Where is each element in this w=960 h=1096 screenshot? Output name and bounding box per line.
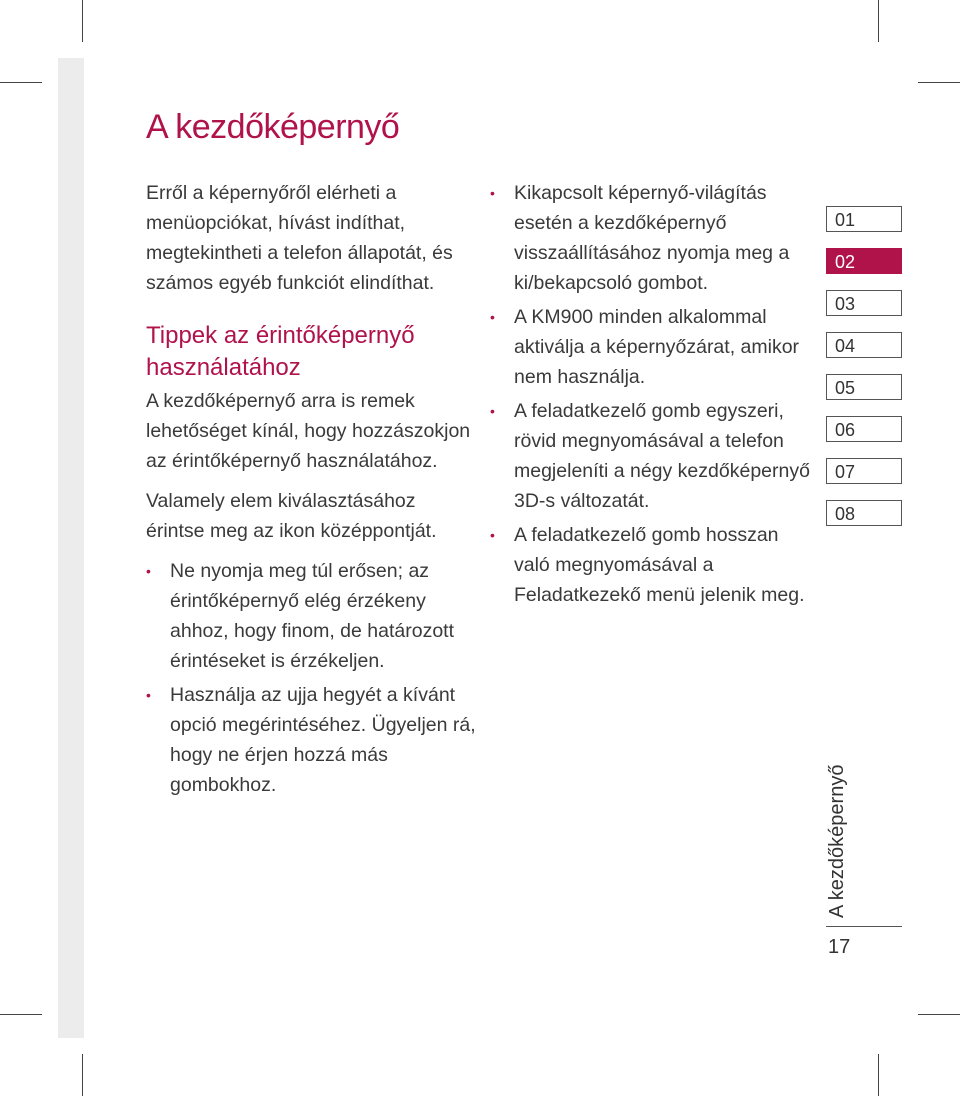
intro-paragraph: Erről a képernyőről elérheti a menüopciókat, hívást indíthat, megtekintheti a telefon állapotát, és számos egyéb funkciót elindíthat. <box>146 182 453 294</box>
bullet-icon: • <box>490 527 495 543</box>
page-number: 17 <box>828 936 851 958</box>
bullet-icon: • <box>490 185 495 201</box>
section-heading: Tippek az érintőképernyő használatához <box>146 322 415 381</box>
tips-paragraph-1: A kezdőképernyő arra is remek lehetőséget kínál, hogy hozzászokjon az érintőképernyő használatához. <box>146 390 471 472</box>
crop-mark <box>918 82 960 83</box>
left-column <box>146 178 476 804</box>
list-item: • Kikapcsolt képernyő-világítás esetén a kezdőképernyő visszaállításához nyomja meg a ki/bekapcsoló gombot. <box>490 178 810 298</box>
list-item: • Használja az ujja hegyét a kívánt opció megérintéséhez. Ügyeljen rá, hogy ne érjen hozzá más gombokhoz. <box>146 680 476 800</box>
page-title: A kezdőképernyő <box>146 108 400 146</box>
bullet-icon: • <box>146 563 151 579</box>
margin-strip <box>58 58 84 1038</box>
tips-list-left <box>146 556 476 800</box>
bullet-icon: • <box>146 687 151 703</box>
side-chapter-title: A kezdőképernyő <box>826 764 848 918</box>
chapter-tab-01[interactable]: 01 <box>826 206 902 232</box>
crop-mark <box>878 1054 879 1096</box>
chapter-tab-07[interactable]: 07 <box>826 458 902 484</box>
chapter-tab-04[interactable]: 04 <box>826 332 902 358</box>
crop-mark <box>82 1054 83 1096</box>
tips-list-right <box>490 178 810 610</box>
chapter-tab-02[interactable]: 02 <box>826 248 902 274</box>
crop-mark <box>82 0 83 42</box>
bullet-icon: • <box>490 403 495 419</box>
right-column <box>490 178 810 614</box>
list-item: • A feladatkezelő gomb egyszeri, rövid megnyomásával a telefon megjeleníti a négy kezdőképernyő 3D-s változatát. <box>490 396 810 516</box>
crop-mark <box>918 1014 960 1015</box>
tips-paragraph-2: Valamely elem kiválasztásához érintse meg az ikon középpontját. <box>146 490 437 542</box>
chapter-tab-05[interactable]: 05 <box>826 374 902 400</box>
chapter-tabs <box>826 206 902 542</box>
list-item: • A feladatkezelő gomb hosszan való megnyomásával a Feladatkezekő menü jelenik meg. <box>490 520 810 610</box>
crop-mark <box>0 82 42 83</box>
crop-mark <box>878 0 879 42</box>
chapter-tab-03[interactable]: 03 <box>826 290 902 316</box>
side-divider <box>826 926 902 927</box>
list-item: • Ne nyomja meg túl erősen; az érintőképernyő elég érzékeny ahhoz, hogy finom, de határozott érintéseket is érzékeljen. <box>146 556 476 676</box>
chapter-tab-06[interactable]: 06 <box>826 416 902 442</box>
list-item: • A KM900 minden alkalommal aktiválja a képernyőzárat, amikor nem használja. <box>490 302 810 392</box>
chapter-tab-08[interactable]: 08 <box>826 500 902 526</box>
bullet-icon: • <box>490 309 495 325</box>
crop-mark <box>0 1014 42 1015</box>
